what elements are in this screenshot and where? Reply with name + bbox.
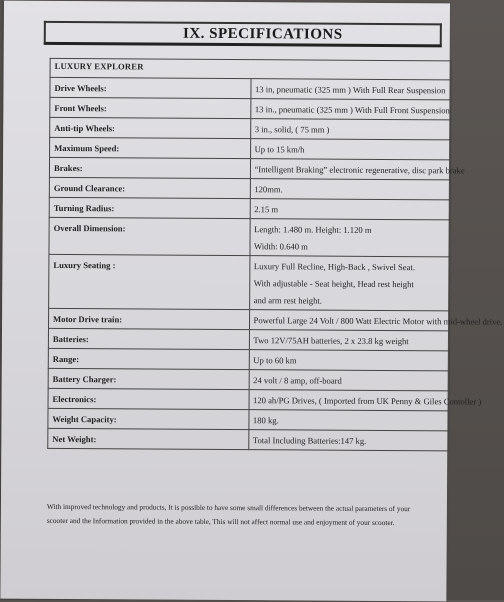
model-name: LUXURY EXPLORER xyxy=(50,58,451,79)
spec-value xyxy=(249,390,482,411)
spec-row xyxy=(50,117,451,139)
spec-value-line: and arm rest height. xyxy=(253,295,322,306)
spec-row xyxy=(48,348,449,370)
spec-label: Batteries: xyxy=(48,328,249,349)
spec-value-line: Luxury Full Recline, High-Back , Swivel Seat. xyxy=(253,261,416,273)
spec-value-line: Total Including Batteries:147 kg. xyxy=(252,435,367,446)
spec-label: Anti-tip Wheels: xyxy=(50,117,251,138)
spec-value xyxy=(250,179,451,200)
spec-value-line: 3 in., solid, ( 75 mm ) xyxy=(254,124,330,135)
spec-value xyxy=(249,350,450,371)
spec-value xyxy=(249,219,450,257)
spec-label: Drive Wheels: xyxy=(50,77,251,98)
spec-value-line: 13 in, pneumatic (325 mm ) With Full Rear Suspension xyxy=(254,84,446,96)
spec-value xyxy=(250,159,465,180)
spec-value-line: Powerful Large 24 Volt / 800 Watt Electric Motor with mid-wheel drive. xyxy=(253,315,503,327)
spec-label: Net Weight: xyxy=(48,428,249,449)
spec-value xyxy=(250,99,451,120)
spec-value-line: Up to 60 km xyxy=(253,355,297,366)
disclaimer-note xyxy=(47,500,449,530)
section-header xyxy=(44,21,442,47)
spec-value-line: With adjustable - Seat height, Head rest height xyxy=(253,278,414,290)
spec-value-line: 2.15 m xyxy=(254,204,279,215)
specifications-table xyxy=(47,58,503,451)
spec-value-line: 13 in., pneumatic (325 mm ) With Full Front Suspension xyxy=(254,104,450,116)
model-row xyxy=(50,58,451,79)
disclaimer-line: scooter and the Information provided in the above table, This will not affect normal use and enjoyment of your scooter. xyxy=(46,515,395,528)
spec-label: Motor Drive train: xyxy=(49,308,250,329)
spec-row xyxy=(50,97,451,119)
spec-row xyxy=(50,77,451,99)
spec-label: Overall Dimension: xyxy=(49,217,250,255)
spec-row xyxy=(48,388,449,410)
spec-row xyxy=(48,328,449,350)
spec-value-line: 24 volt / 8 amp, off-board xyxy=(253,375,342,386)
spec-row xyxy=(49,308,450,330)
spec-value xyxy=(249,370,450,391)
spec-label: Maximum Speed: xyxy=(50,137,251,158)
spec-label: Weight Capacity: xyxy=(48,408,249,429)
spec-value-line: 120mm. xyxy=(254,184,283,195)
spec-value xyxy=(248,410,449,431)
spec-row xyxy=(49,177,450,199)
spec-value-line: “Intelligent Braking” electronic regenerative, disc park brake xyxy=(254,164,465,176)
spec-value-line: 180 kg. xyxy=(252,415,279,426)
spec-label: Range: xyxy=(48,348,249,369)
spec-value xyxy=(250,79,451,100)
disclaimer-line: With improved technology and products, It is possible to have some small differences between the actual parameters of your xyxy=(46,501,411,514)
spec-value xyxy=(250,139,451,160)
spec-row xyxy=(49,197,450,219)
spec-row xyxy=(50,137,451,159)
spec-value-line: Width: 0.640 m xyxy=(253,241,308,252)
spec-row xyxy=(49,254,450,310)
spec-label: Brakes: xyxy=(49,157,250,178)
spec-value-line: Two 12V/75AH batteries, 2 x 23.8 kg weight xyxy=(253,335,409,347)
spec-label: Electronics: xyxy=(48,388,249,409)
spec-row xyxy=(48,428,449,450)
spec-row xyxy=(48,368,449,390)
spec-label: Front Wheels: xyxy=(50,97,251,118)
spec-label: Turning Radius: xyxy=(49,197,250,218)
section-title: IX. SPECIFICATIONS xyxy=(182,25,343,43)
spec-value xyxy=(249,256,450,311)
spec-value-line: Up to 15 km/h xyxy=(254,144,305,155)
spec-row xyxy=(49,217,450,256)
spec-value xyxy=(248,430,449,451)
spec-value-line: Length: 1.480 m. Height: 1.120 m xyxy=(254,224,372,235)
spec-value xyxy=(249,310,503,331)
spec-row xyxy=(48,408,449,430)
spec-label: Battery Charger: xyxy=(48,368,249,389)
spec-value-line: 120 ah/PG Drives, ( Imported from UK Penny & Giles Contoller ) xyxy=(253,395,482,407)
spec-row xyxy=(49,157,450,179)
document-page xyxy=(0,1,503,602)
spec-label: Luxury Seating : xyxy=(49,254,250,309)
spec-value xyxy=(250,119,451,140)
spec-value xyxy=(250,199,451,220)
spec-label: Ground Clearance: xyxy=(49,177,250,198)
spec-value xyxy=(249,330,450,351)
